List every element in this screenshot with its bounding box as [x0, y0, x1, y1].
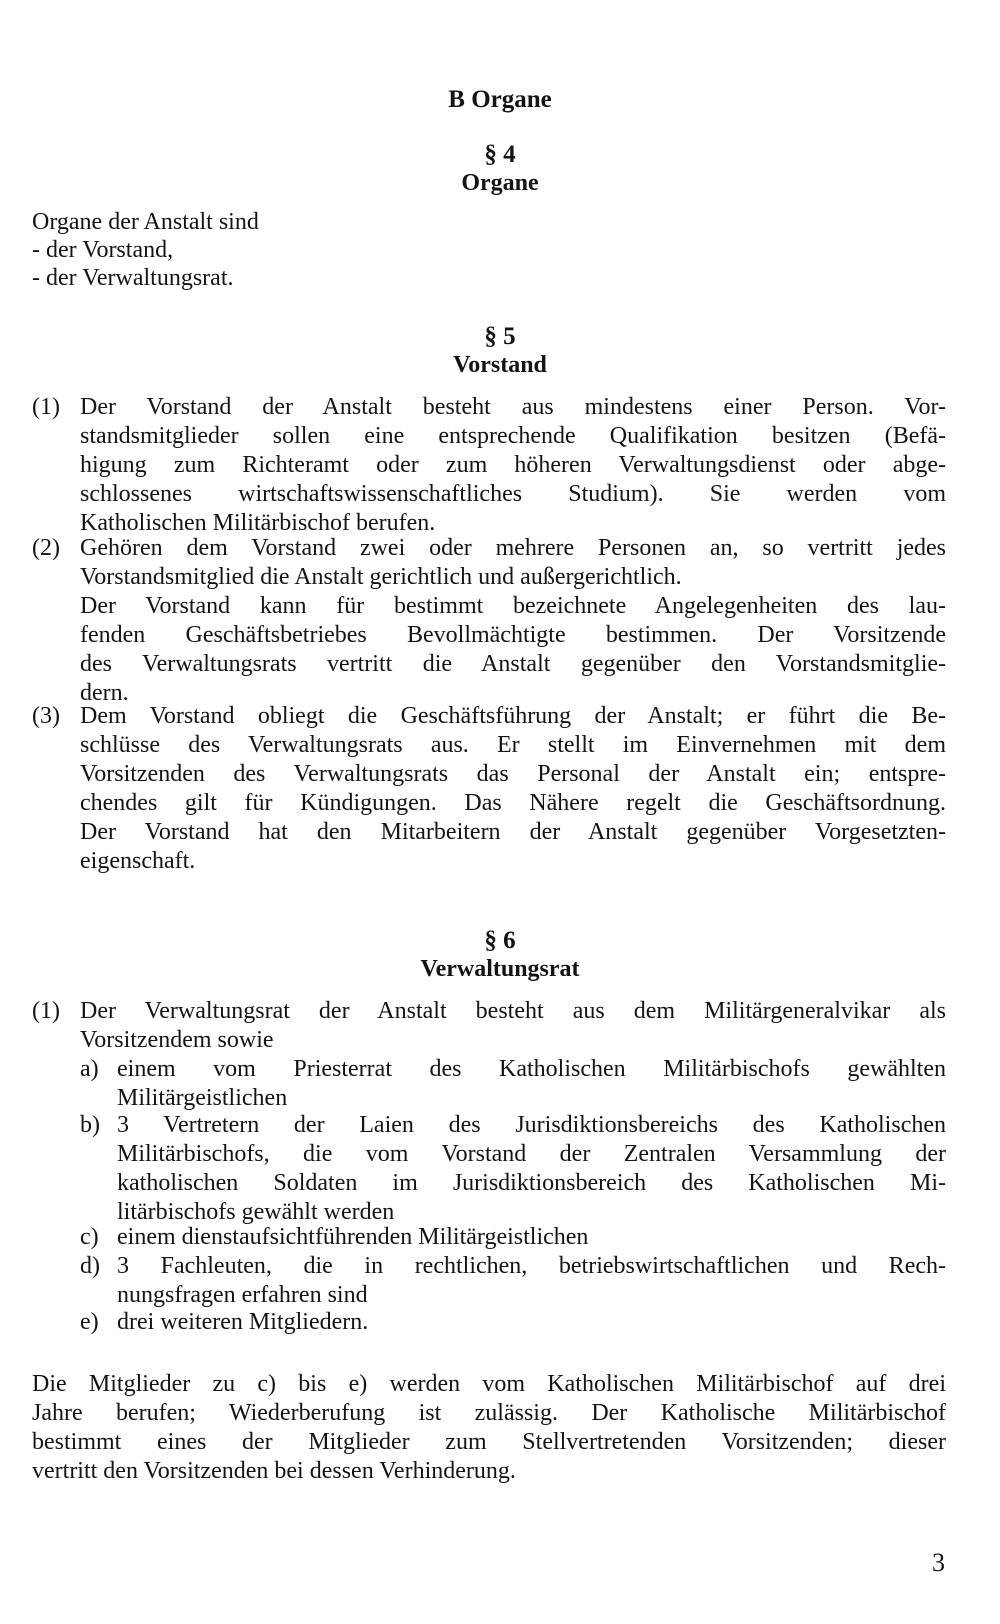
paragraph-text	[80, 534, 946, 708]
text-line: Dem Vorstand obliegt die Geschäftsführung der Anstalt; er führt die Be-	[80, 703, 946, 729]
text-line: einem vom Priesterrat des Katholischen Militärbischofs gewählten	[117, 1056, 946, 1082]
text-line: Der Vorstand hat den Mitarbeitern der Anstalt gegenüber Vorgesetzten-	[80, 819, 946, 845]
text-line: standsmitglieder sollen eine entsprechende Qualifikation besitzen (Befä-	[80, 423, 946, 449]
text-line: katholischen Soldaten im Jurisdiktionsbereich des Katholischen Mi-	[117, 1170, 946, 1196]
section-4-title: Organe	[461, 170, 539, 196]
paragraph-text	[80, 997, 946, 1055]
text-line: Katholischen Militärbischof berufen.	[80, 510, 436, 536]
paragraph-label: (1)	[32, 394, 60, 420]
list-item-text	[117, 1055, 946, 1113]
paragraph-label: (1)	[32, 998, 60, 1024]
section-4-line: - der Verwaltungsrat.	[32, 265, 234, 291]
section-6-number: § 6	[484, 927, 516, 954]
text-line: chendes gilt für Kündigungen. Das Nähere regelt die Geschäftsordnung.	[80, 790, 946, 816]
paragraph-label: (3)	[32, 703, 60, 729]
section-6-title: Verwaltungsrat	[420, 956, 580, 982]
text-line: Militärbischofs, die vom Vorstand der Zentralen Versammlung der	[117, 1141, 946, 1167]
list-item-text	[117, 1252, 946, 1310]
text-line: nungsfragen erfahren sind	[117, 1282, 368, 1308]
text-line: 3 Fachleuten, die in rechtlichen, betriebswirtschaftlichen und Rech-	[117, 1253, 946, 1279]
text-line: drei weiteren Mitgliedern.	[117, 1309, 369, 1335]
text-line: Der Vorstand der Anstalt besteht aus mindestens einer Person. Vor-	[80, 394, 946, 420]
paragraph-label: (2)	[32, 535, 60, 561]
text-line: litärbischofs gewählt werden	[117, 1199, 395, 1225]
section-5-number: § 5	[484, 323, 516, 350]
text-line: vertritt den Vorsitzenden bei dessen Verhinderung.	[32, 1458, 516, 1484]
text-line: Vorsitzendem sowie	[80, 1027, 274, 1053]
section-4-number: § 4	[484, 141, 516, 168]
text-line: Jahre berufen; Wiederberufung ist zulässig. Der Katholische Militärbischof	[32, 1400, 946, 1426]
list-item-label: c)	[80, 1224, 99, 1250]
text-line: Vorsitzenden des Verwaltungsrats das Personal der Anstalt ein; entspre-	[80, 761, 946, 787]
text-line: Vorstandsmitglied die Anstalt gerichtlich und außergerichtlich.	[80, 564, 682, 590]
list-item-label: e)	[80, 1309, 99, 1335]
text-line: Gehören dem Vorstand zwei oder mehrere Personen an, so vertritt jedes	[80, 535, 946, 561]
text-line: Der Vorstand kann für bestimmt bezeichnete Angelegenheiten des lau-	[80, 593, 946, 619]
text-line: Der Verwaltungsrat der Anstalt besteht aus dem Militärgeneralvikar als	[80, 998, 946, 1024]
text-line: Die Mitglieder zu c) bis e) werden vom Katholischen Militärbischof auf drei	[32, 1371, 946, 1397]
text-line: bestimmt eines der Mitglieder zum Stellvertretenden Vorsitzenden; dieser	[32, 1429, 946, 1455]
text-line: schlossenes wirtschaftswissenschaftliches Studium). Sie werden vom	[80, 481, 946, 507]
text-line: Militärgeistlichen	[117, 1085, 288, 1111]
list-item-label: d)	[80, 1253, 100, 1279]
text-line: dern.	[80, 680, 129, 706]
section-4-body	[32, 208, 259, 292]
paragraph-text	[80, 702, 946, 876]
list-item-text	[117, 1308, 946, 1337]
page-number: 3	[932, 1548, 945, 1577]
paragraph-text	[80, 393, 946, 538]
list-item-label: a)	[80, 1056, 99, 1082]
list-item-label: b)	[80, 1112, 100, 1138]
section-5-title: Vorstand	[453, 352, 547, 378]
section-4-line: Organe der Anstalt sind	[32, 209, 259, 235]
section-6-closing	[32, 1370, 946, 1486]
text-line: 3 Vertretern der Laien des Jurisdiktionsbereichs des Katholischen	[117, 1112, 946, 1138]
text-line: eigenschaft.	[80, 848, 196, 874]
text-line: einem dienstaufsichtführenden Militärgeistlichen	[117, 1224, 589, 1250]
text-line: higung zum Richteramt oder zum höheren Verwaltungsdienst oder abge-	[80, 452, 946, 478]
list-item-text	[117, 1111, 946, 1227]
text-line: fenden Geschäftsbetriebes Bevollmächtigte bestimmen. Der Vorsitzende	[80, 622, 946, 648]
text-line: des Verwaltungsrats vertritt die Anstalt gegenüber den Vorstandsmitglie-	[80, 651, 946, 677]
part-title: B Organe	[448, 86, 552, 113]
text-line: schlüsse des Verwaltungsrats aus. Er stellt im Einvernehmen mit dem	[80, 732, 946, 758]
list-item-text	[117, 1223, 946, 1252]
section-4-line: - der Vorstand,	[32, 237, 174, 263]
